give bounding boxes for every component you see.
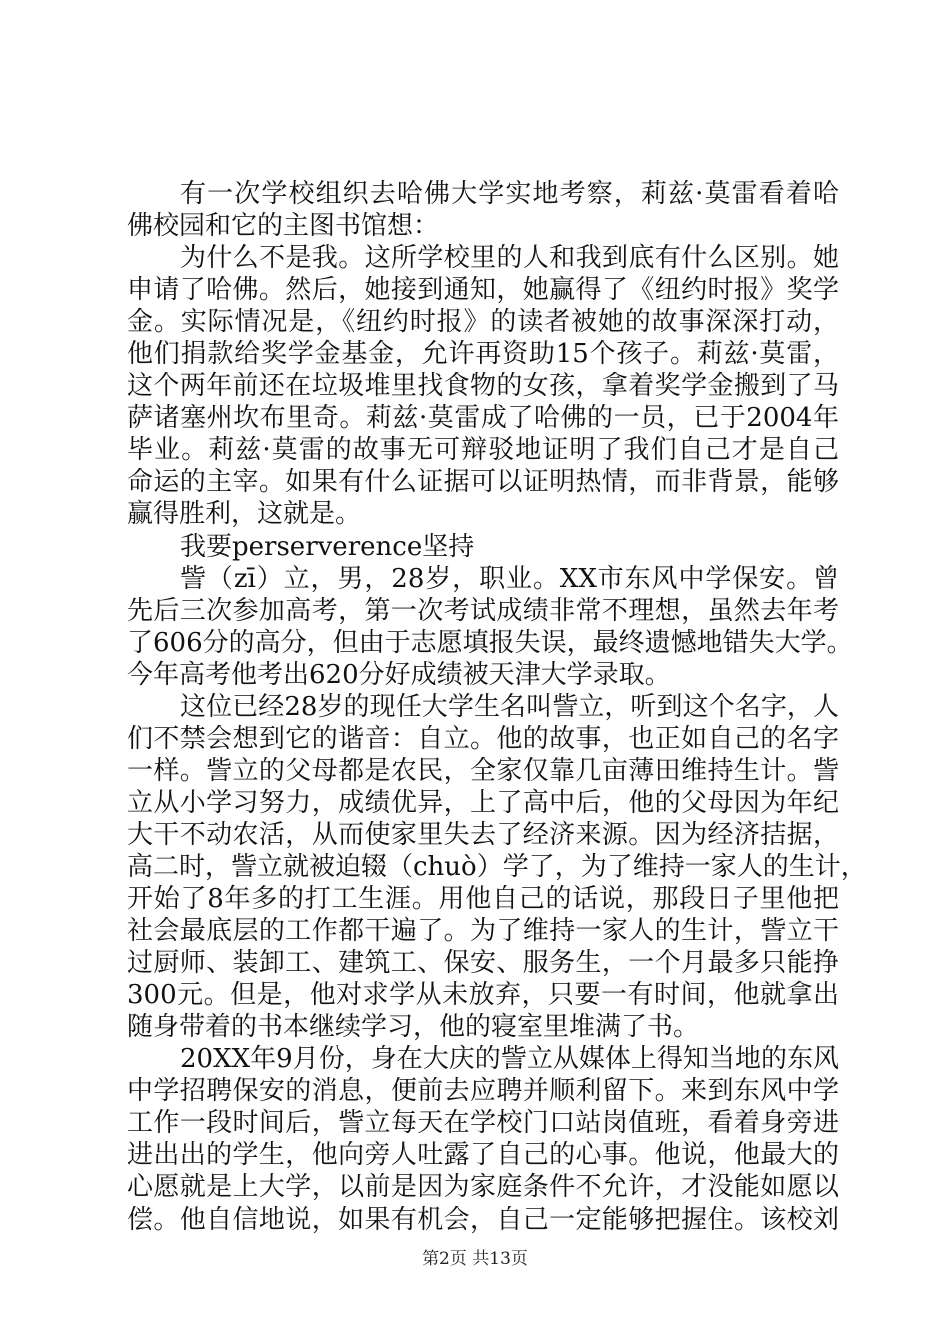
text-line: 佛校园和它的主图书馆想：	[127, 211, 440, 242]
text-line: 随身带着的书本继续学习，他的寝室里堆满了书。	[127, 1012, 700, 1043]
text-line: 萨诸塞州坎布里奇。莉兹·莫雷成了哈佛的一员，已于2004年	[127, 403, 839, 434]
text-line: 开始了8年多的打工生涯。用他自己的话说，那段日子里他把	[127, 884, 839, 915]
text-line: 有一次学校组织去哈佛大学实地考察，莉兹·莫雷看着哈	[180, 179, 839, 209]
text-line: 了606分的高分，但由于志愿填报失误，最终遗憾地错失大学。	[127, 627, 853, 658]
text-line: 高二时，訾立就被迫辍（chuò）学了，为了维持一家人的生计，	[127, 851, 867, 882]
text-line: 赢得胜利，这就是。	[127, 499, 362, 530]
text-line: 大干不动农活，从而使家里失去了经济来源。因为经济拮据，	[127, 819, 839, 850]
text-line: 今年高考他考出620分好成绩被天津大学录取。	[127, 659, 671, 690]
text-line: 中学招聘保安的消息，便前去应聘并顺利留下。来到东风中学	[127, 1076, 839, 1107]
page-number-footer: 第2页 共13页	[422, 1249, 528, 1269]
text-line: 工作一段时间后，訾立每天在学校门口站岗值班，看着身旁进	[127, 1108, 839, 1139]
text-line: 300元。但是，他对求学从未放弃，只要一有时间，他就拿出	[127, 980, 839, 1011]
text-line: 我要perserverence坚持	[180, 531, 475, 562]
text-line: 立从小学习努力，成绩优异，上了高中后，他的父母因为年纪	[127, 787, 839, 818]
text-line: 毕业。莉兹·莫雷的故事无可辩驳地证明了我们自己才是自己	[127, 435, 839, 466]
text-line: 金。实际情况是，《纽约时报》的读者被她的故事深深打动，	[127, 307, 839, 338]
text-line: 先后三次参加高考，第一次考试成绩非常不理想，虽然去年考	[127, 595, 839, 626]
text-line: 一样。訾立的父母都是农民，全家仅靠几亩薄田维持生计。訾	[127, 755, 839, 786]
text-line: 过厨师、装卸工、建筑工、保安、服务生，一个月最多只能挣	[127, 948, 839, 979]
text-line: 20XX年9月份，身在大庆的訾立从媒体上得知当地的东风	[180, 1044, 839, 1075]
text-line: 这位已经28岁的现任大学生名叫訾立，听到这个名字，人	[180, 691, 839, 722]
text-line: 偿。他自信地说，如果有机会，自己一定能够把握住。该校刘	[127, 1204, 839, 1235]
text-line: 们不禁会想到它的谐音：自立。他的故事，也正如自己的名字	[127, 723, 839, 754]
text-line: 为什么不是我。这所学校里的人和我到底有什么区别。她	[180, 243, 839, 274]
text-line: 他们捐款给奖学金基金，允许再资助15个孩子。莉兹·莫雷，	[127, 339, 839, 370]
text-line: 命运的主宰。如果有什么证据可以证明热情，而非背景，能够	[127, 467, 839, 498]
text-line: 申请了哈佛。然后，她接到通知，她赢得了《纽约时报》奖学	[127, 275, 839, 306]
text-line: 訾（zī）立，男，28岁，职业。XX市东风中学保安。曾	[180, 563, 839, 594]
text-line: 心愿就是上大学，以前是因为家庭条件不允许，才没能如愿以	[127, 1172, 839, 1203]
document-body	[127, 178, 867, 1236]
text-line: 进出出的学生，他向旁人吐露了自己的心事。他说，他最大的	[127, 1140, 839, 1171]
text-line: 社会最底层的工作都干遍了。为了维持一家人的生计，訾立干	[127, 916, 839, 947]
text-line: 这个两年前还在垃圾堆里找食物的女孩，拿着奖学金搬到了马	[127, 371, 839, 402]
